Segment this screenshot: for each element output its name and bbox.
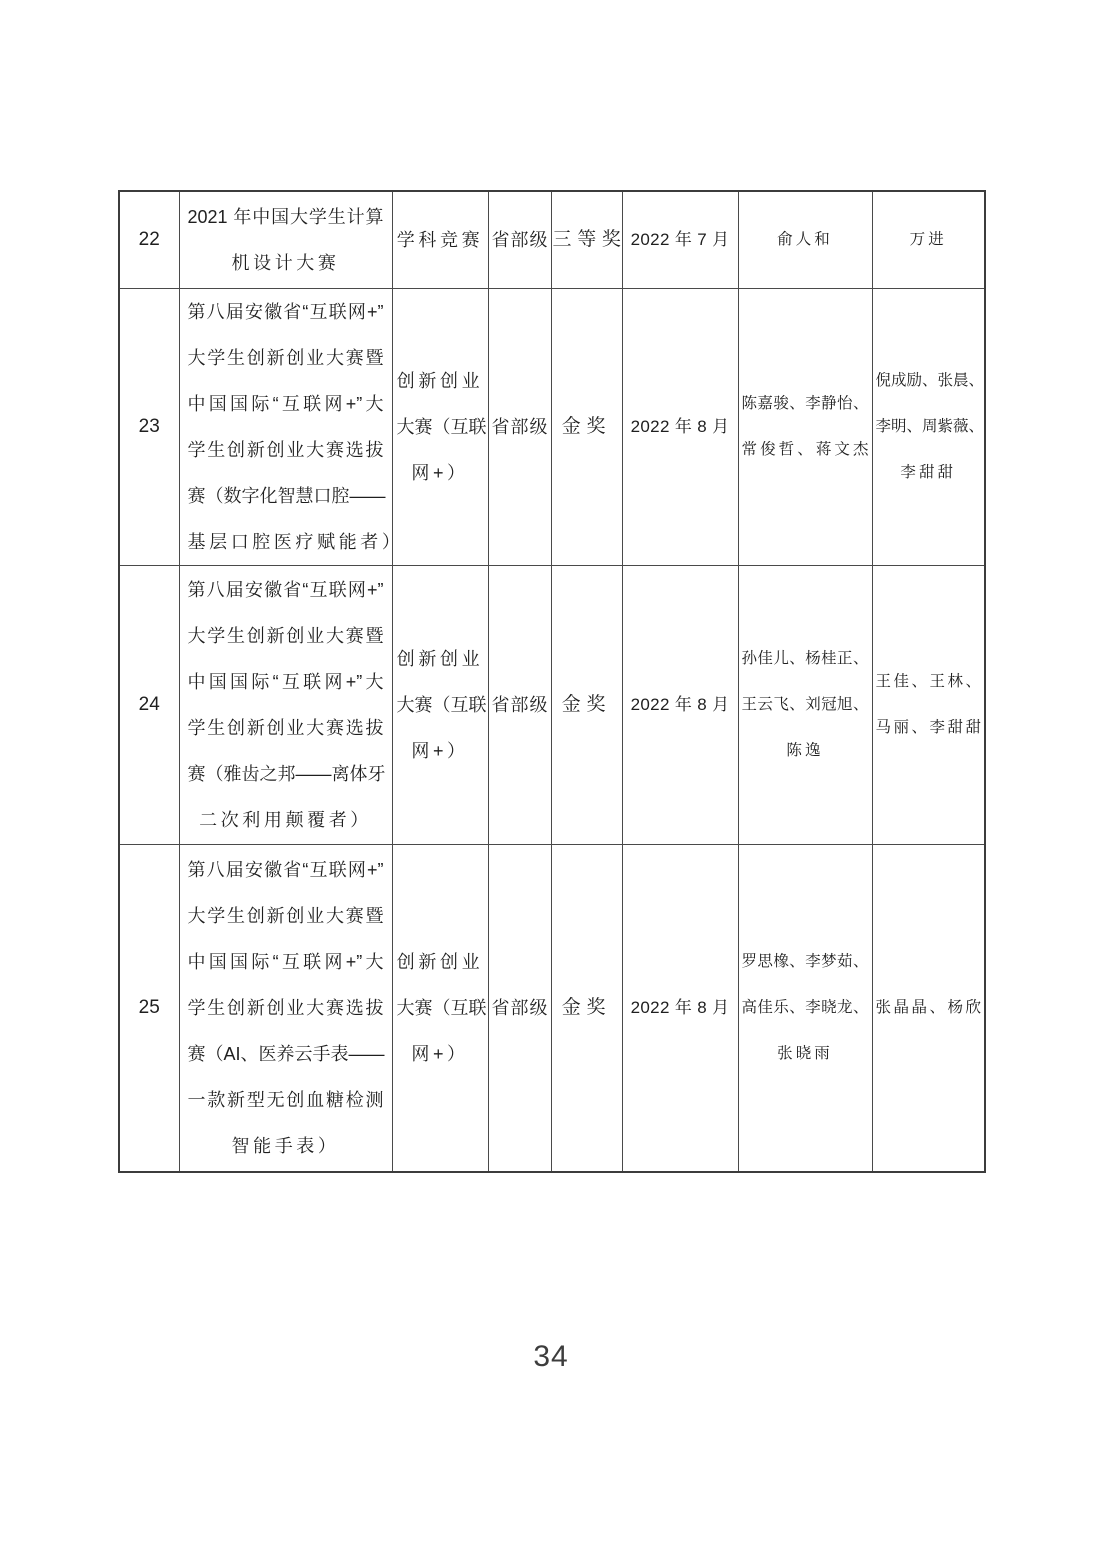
text-line: 大赛（互联 — [396, 997, 487, 1018]
text-line: 大学生创新创业大赛暨 — [187, 347, 384, 368]
text-line: 张晶晶、杨欣 — [875, 998, 981, 1016]
cell-award-date — [622, 288, 738, 565]
text-line: 省部级 — [491, 416, 548, 437]
text-line: 2022 年 8 月 — [630, 416, 730, 436]
text-line: 三等奖 — [552, 228, 627, 250]
text-line: 2022 年 8 月 — [630, 694, 730, 714]
cell-award-name — [179, 191, 392, 288]
table-row — [119, 191, 985, 288]
table-row — [119, 288, 985, 565]
text-line: 赛（AI、医养云手表—— — [187, 1043, 385, 1064]
text-line: 网+） — [411, 740, 469, 761]
cell-award-grade — [551, 288, 622, 565]
text-line: 王佳、王林、 — [875, 672, 981, 690]
text-line: 赛（数字化智慧口腔—— — [187, 485, 386, 506]
text-line: 孙佳儿、杨桂正、 — [741, 649, 869, 667]
cell-serial-number: 22 — [119, 191, 179, 288]
text-line: 2022 年 8 月 — [630, 997, 730, 1017]
table-row — [119, 844, 985, 1172]
text-line: 陈逸 — [786, 741, 824, 759]
text-line: 金奖 — [561, 693, 612, 715]
cell-award-category — [392, 844, 488, 1172]
text-line: 金奖 — [561, 996, 612, 1018]
cell-award-level — [488, 565, 551, 844]
cell-teacher-names — [872, 191, 985, 288]
text-line: 第八届安徽省“互联网+” — [187, 859, 384, 880]
text-line: 万进 — [909, 230, 947, 248]
text-line: 李明、周紫薇、 — [875, 417, 985, 435]
cell-student-names — [738, 191, 872, 288]
text-line: 第八届安徽省“互联网+” — [187, 579, 384, 600]
text-line: 陈嘉骏、李静怡、 — [741, 394, 869, 412]
cell-serial-number: 23 — [119, 288, 179, 565]
cell-student-names — [738, 288, 872, 565]
text-line: 大赛（互联 — [396, 416, 487, 437]
cell-award-grade — [551, 191, 627, 288]
cell-award-date — [622, 191, 738, 288]
text-line: 大学生创新创业大赛暨 — [187, 625, 384, 646]
text-line: 王云飞、刘冠旭、 — [741, 695, 869, 713]
text-line: 高佳乐、李晓龙、 — [741, 998, 869, 1016]
text-line: 学生创新创业大赛选拔 — [187, 439, 384, 460]
text-line: 创新创业 — [396, 951, 484, 972]
text-line: 创新创业 — [396, 648, 484, 669]
text-line: 网+） — [411, 462, 469, 483]
awards-table — [118, 190, 986, 1173]
text-line: 大赛（互联 — [396, 694, 487, 715]
text-line: 2022 年 7 月 — [630, 229, 730, 249]
text-line: 一款新型无创血糖检测 — [187, 1089, 384, 1110]
text-line: 机设计大赛 — [231, 252, 340, 273]
text-line: 创新创业 — [396, 370, 484, 391]
text-line: 第八届安徽省“互联网+” — [187, 301, 384, 322]
text-line: 基层口腔医疗赋能者） — [187, 531, 404, 552]
cell-award-level — [488, 288, 551, 565]
cell-award-category — [392, 191, 488, 288]
text-line: 2021 年中国大学生计算 — [187, 206, 384, 227]
cell-serial-number: 24 — [119, 565, 179, 844]
text-line: 学生创新创业大赛选拔 — [187, 717, 384, 738]
cell-serial-number: 25 — [119, 844, 179, 1172]
cell-award-name — [179, 844, 392, 1172]
cell-award-grade — [551, 844, 622, 1172]
text-line: 智能手表） — [231, 1135, 340, 1156]
text-line: 马丽、李甜甜 — [875, 718, 981, 736]
cell-teacher-names — [872, 844, 985, 1172]
text-line: 二次利用颠覆者） — [199, 809, 372, 830]
text-line: 张晓雨 — [777, 1044, 833, 1062]
cell-teacher-names — [872, 288, 985, 565]
text-line: 省部级 — [491, 229, 548, 250]
cell-award-category — [392, 288, 488, 565]
cell-award-level — [488, 191, 551, 288]
cell-award-name — [179, 565, 392, 844]
cell-award-name — [179, 288, 404, 565]
page-number: 34 — [533, 1340, 569, 1373]
text-line: 省部级 — [491, 694, 548, 715]
cell-award-category — [392, 565, 488, 844]
cell-student-names — [738, 565, 872, 844]
table-row — [119, 565, 985, 844]
text-line: 学生创新创业大赛选拔 — [187, 997, 384, 1018]
text-line: 罗思橡、李梦茹、 — [741, 952, 869, 970]
text-line: 李甜甜 — [900, 463, 957, 481]
cell-student-names — [738, 844, 872, 1172]
text-line: 省部级 — [491, 997, 548, 1018]
cell-award-date — [622, 844, 738, 1172]
text-line: 中国国际“互联网+”大 — [187, 393, 384, 414]
text-line: 大学生创新创业大赛暨 — [187, 905, 384, 926]
text-line: 常俊哲、蒋文杰 — [741, 440, 869, 458]
cell-award-level — [488, 844, 551, 1172]
cell-teacher-names — [872, 565, 985, 844]
cell-award-date — [622, 565, 738, 844]
text-line: 赛（雅齿之邦——离体牙 — [187, 763, 386, 784]
text-line: 网+） — [411, 1043, 469, 1064]
cell-award-grade — [551, 565, 622, 844]
text-line: 学科竞赛 — [396, 229, 484, 250]
text-line: 中国国际“互联网+”大 — [187, 951, 384, 972]
text-line: 金奖 — [561, 415, 612, 437]
text-line: 倪成励、张晨、 — [875, 371, 985, 389]
text-line: 俞人和 — [777, 230, 833, 248]
text-line: 中国国际“互联网+”大 — [187, 671, 384, 692]
